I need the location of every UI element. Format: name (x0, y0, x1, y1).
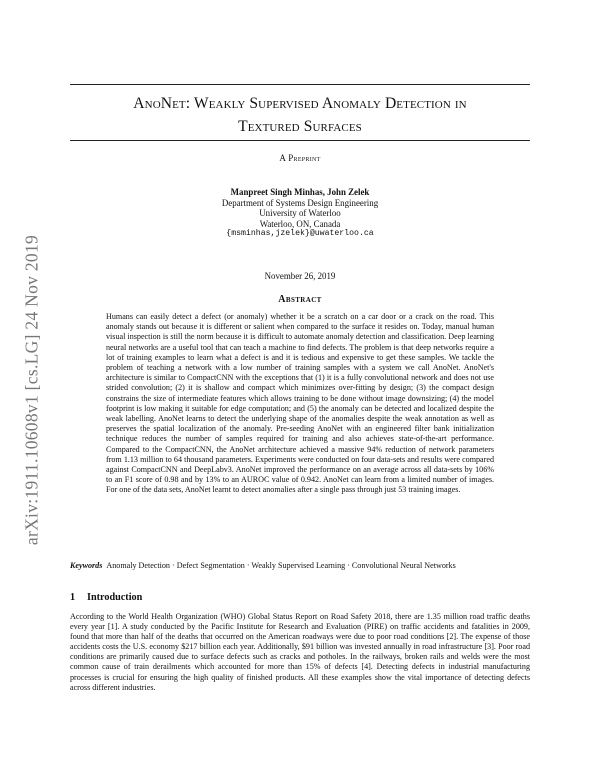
affiliation-department: Department of Systems Design Engineering (221, 197, 379, 208)
section-heading (70, 592, 142, 603)
author-emails: {msminhas,jzelek}@uwaterloo.ca (226, 229, 374, 239)
section-title: Introduction (87, 592, 143, 603)
keywords-line (70, 561, 540, 571)
preprint-label: A Preprint (279, 153, 321, 163)
title-line-2: Textured Surfaces (238, 118, 362, 135)
author-block (0, 187, 600, 240)
affiliation-location: Waterloo, ON, Canada (259, 218, 341, 229)
keywords-label: Keywords (70, 561, 103, 570)
keywords-list: Anomaly Detection · Defect Segmentation · Weakly Supervised Learning · Convolutional Neural Networks (106, 561, 456, 570)
author-names: Manpreet Singh Minhas, John Zelek (230, 187, 370, 197)
paper-title (40, 92, 560, 138)
introduction-paragraph: According to the World Health Organization (WHO) Global Status Report on Road Safety 2018, there are 1.35 million road traffic deaths every year [1]. A study conducted by the Pacific Institute for Research and Evaluation (PIRE) on traffic accidents and fatalities in 2009, found that more than half of the deaths that occurred on the American roadways were due to poor road conditions [2]. The expense of those accidents costs the U.S. economy $217 billion each year. Additionally, $91 billion was invested annually in road infrastructure [3]. Poor road conditions are primarily caused due to surface defects such as cracks and potholes. In the railways, broken rails and welds were the most common cause of train derailments which accounted for more than 15% of defects [4]. Detecting defects in industrial manufacturing processes is crucial for ensuring the high quality of finished products. All these examples show the vital importance of detecting defects across different industries. (70, 612, 530, 692)
affiliation-university: University of Waterloo (259, 208, 341, 219)
arxiv-stamp-text: arXiv:1911.10608v1 [cs.LG] 24 Nov 2019 (21, 234, 42, 546)
abstract-text: Humans can easily detect a defect (or anomaly) whether it be a scratch on a car door or a crack on the road. This anomaly stands out because it is different or salient when compared to the surface it resides on. Today, manual human visual inspection is still the norm because it is difficult to automate anomaly detection and classification. Deep learning neural networks are a useful tool that can teach a machine to find defects. The problem is that deep networks require a lot of training examples to learn what a defect is and it is tedious and expensive to get these samples. We tackle the problem of teaching a network with a low number of training samples with a system we call AnoNet. AnoNet's architecture is similar to CompactCNN with the exceptions that (1) it is a fully convolutional network and does not use strided convolution; (2) it is shallow and compact which minimizes over-fitting by design; (3) the compact design constrains the size of intermediate features which allows training to be done without image downsizing; (4) the model footprint is low making it suitable for edge computation; and (5) the anomaly can be detected and localized despite the weak labelling. AnoNet learns to detect the underlying shape of the anomalies despite the weak annotation as well as preserves the spatial localization of the anomaly. Pre-seeding AnoNet with an engineered filter bank initialization technique reduces the number of samples required for training and also achieves state-of-the-art performance. Compared to the CompactCNN, the AnoNet architecture achieved a massive 94% reduction of network parameters from 1.13 million to 64 thousand parameters. Experiments were conducted on four data-sets and results were compared against CompactCNN and DeepLabv3. AnoNet improved the performance on an average across all data-sets by 106% to an F1 score of 0.98 and by 13% to an AUROC value of 0.942. AnoNet can learn from a limited number of images. For one of the data sets, AnoNet learnt to detect anomalies after a single pass through just 53 training images. (106, 312, 494, 495)
paper-date: November 26, 2019 (264, 271, 336, 281)
abstract-heading: Abstract (278, 294, 322, 305)
title-bottom-rule (70, 140, 530, 141)
title-top-rule (70, 84, 530, 85)
section-number: 1 (70, 592, 76, 603)
title-line-1: AnoNet: Weakly Supervised Anomaly Detection in (133, 95, 467, 112)
